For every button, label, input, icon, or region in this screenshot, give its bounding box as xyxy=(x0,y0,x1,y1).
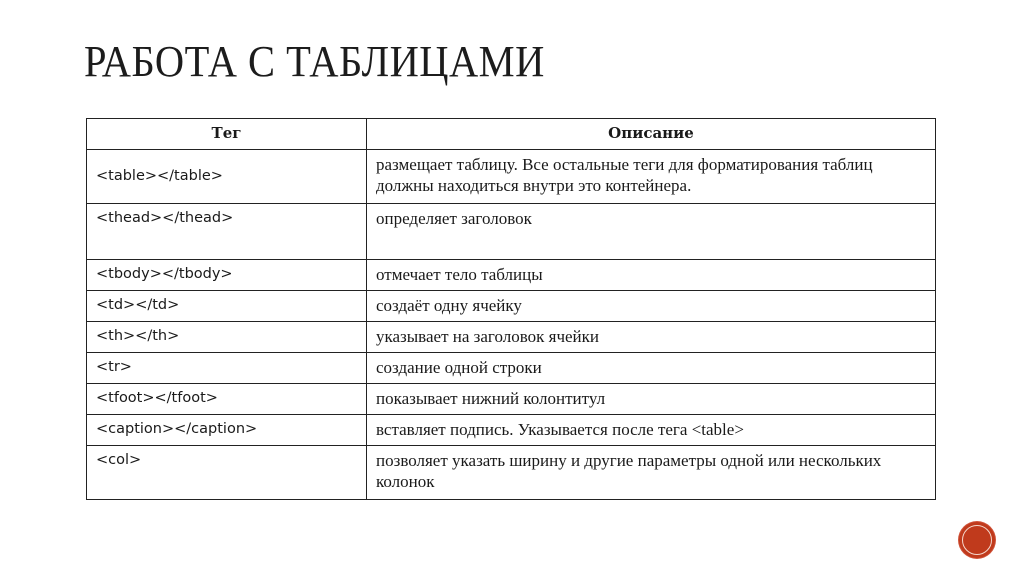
header-tag: Тег xyxy=(87,119,367,150)
html-tags-table xyxy=(86,118,936,500)
slide-title: РАБОТА С ТАБЛИЦАМИ xyxy=(84,37,545,86)
table-row xyxy=(87,260,936,291)
description-cell: вставляет подпись. Указывается после тега <table> xyxy=(367,415,936,446)
description-cell: показывает нижний колонтитул xyxy=(367,384,936,415)
description-cell: создаёт одну ячейку xyxy=(367,291,936,322)
header-description: Описание xyxy=(367,119,936,150)
table-row xyxy=(87,204,936,260)
tag-cell: <table></table> xyxy=(87,150,367,204)
table-row xyxy=(87,446,936,500)
tag-cell: <tfoot></tfoot> xyxy=(87,384,367,415)
table-row xyxy=(87,150,936,204)
table-row xyxy=(87,353,936,384)
tag-cell: <td></td> xyxy=(87,291,367,322)
table-row xyxy=(87,384,936,415)
table-row xyxy=(87,322,936,353)
table-row xyxy=(87,291,936,322)
tag-cell: <tbody></tbody> xyxy=(87,260,367,291)
description-cell: позволяет указать ширину и другие параметры одной или нескольких колонок xyxy=(367,446,936,500)
description-cell: создание одной строки xyxy=(367,353,936,384)
description-cell: указывает на заголовок ячейки xyxy=(367,322,936,353)
slide-nav-circle-icon[interactable] xyxy=(959,522,995,558)
table-row xyxy=(87,415,936,446)
table-header-row xyxy=(87,119,936,150)
description-cell: размещает таблицу. Все остальные теги для форматирования таблиц должны находиться внутри это контейнера. xyxy=(367,150,936,204)
description-cell: определяет заголовок xyxy=(367,204,936,260)
tag-cell: <thead></thead> xyxy=(87,204,367,260)
tag-cell: <th></th> xyxy=(87,322,367,353)
tag-cell: <tr> xyxy=(87,353,367,384)
description-cell: отмечает тело таблицы xyxy=(367,260,936,291)
tag-cell: <caption></caption> xyxy=(87,415,367,446)
tag-cell: <col> xyxy=(87,446,367,500)
